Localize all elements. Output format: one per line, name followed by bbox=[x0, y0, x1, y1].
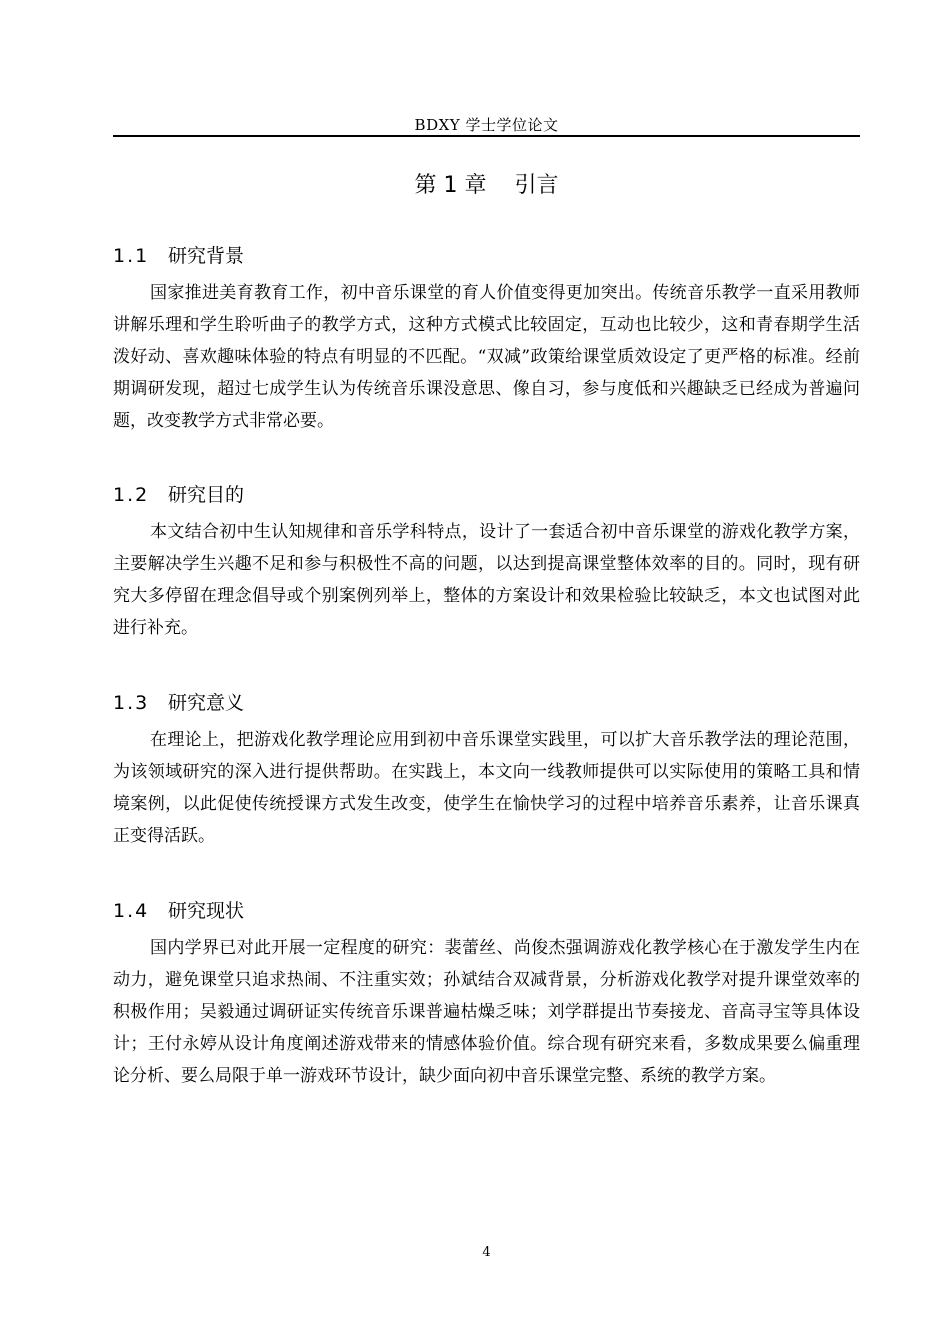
section-heading bbox=[113, 243, 860, 269]
section-heading bbox=[113, 690, 860, 716]
section-title: 研究意义 bbox=[168, 692, 245, 714]
section-title: 研究背景 bbox=[168, 245, 245, 267]
section-1-3 bbox=[113, 690, 860, 852]
page-number: 4 bbox=[482, 1245, 491, 1260]
section-title: 研究现状 bbox=[168, 900, 245, 922]
section-1-4 bbox=[113, 898, 860, 1092]
section-paragraph: 本文结合初中生认知规律和音乐学科特点，设计了一套适合初中音乐课堂的游戏化教学方案，主要解决学生兴趣不足和参与积极性不高的问题，以达到提高课堂整体效率的目的。同时，现有研究大多停留在理念倡导或个别案例列举上，整体的方案设计和效果检验比较缺乏，本文也试图对此进行补充。 bbox=[113, 522, 860, 638]
section-paragraph: 在理论上，把游戏化教学理论应用到初中音乐课堂实践里，可以扩大音乐教学法的理论范围，为该领域研究的深入进行提供帮助。在实践上，本文向一线教师提供可以实际使用的策略工具和情境案例，以此促使传统授课方式发生改变，使学生在愉快学习的过程中培养音乐素养，让音乐课真正变得活跃。 bbox=[113, 730, 860, 846]
section-heading bbox=[113, 898, 860, 924]
section-1-1 bbox=[113, 243, 860, 437]
header-rule bbox=[113, 135, 860, 137]
section-number: 1.1 bbox=[113, 245, 150, 267]
running-header: BDXY 学士学位论文 bbox=[414, 116, 559, 134]
section-1-2 bbox=[113, 482, 860, 644]
chapter-title: 第 1 章 引言 bbox=[414, 173, 559, 198]
section-number: 1.3 bbox=[113, 692, 150, 714]
section-paragraph: 国内学界已对此开展一定程度的研究：裴蕾丝、尚俊杰强调游戏化教学核心在于激发学生内在动力，避免课堂只追求热闹、不注重实效；孙斌结合双减背景，分析游戏化教学对提升课堂效率的积极作用；吴毅通过调研证实传统音乐课普遍枯燥乏味；刘学群提出节奏接龙、音高寻宝等具体设计；王付永婷从设计角度阐述游戏带来的情感体验价值。综合现有研究来看，多数成果要么偏重理论分析、要么局限于单一游戏环节设计，缺少面向初中音乐课堂完整、系统的教学方案。 bbox=[113, 938, 860, 1086]
section-number: 1.2 bbox=[113, 484, 150, 506]
section-title: 研究目的 bbox=[168, 484, 245, 506]
section-heading bbox=[113, 482, 860, 508]
section-paragraph: 国家推进美育教育工作，初中音乐课堂的育人价值变得更加突出。传统音乐教学一直采用教师讲解乐理和学生聆听曲子的教学方式，这种方式模式比较固定，互动也比较少，这和青春期学生活泼好动、喜欢趣味体验的特点有明显的不匹配。“双减”政策给课堂质效设定了更严格的标准。经前期调研发现，超过七成学生认为传统音乐课没意思、像自习，参与度低和兴趣缺乏已经成为普遍问题，改变教学方式非常必要。 bbox=[113, 283, 860, 431]
section-number: 1.4 bbox=[113, 900, 150, 922]
